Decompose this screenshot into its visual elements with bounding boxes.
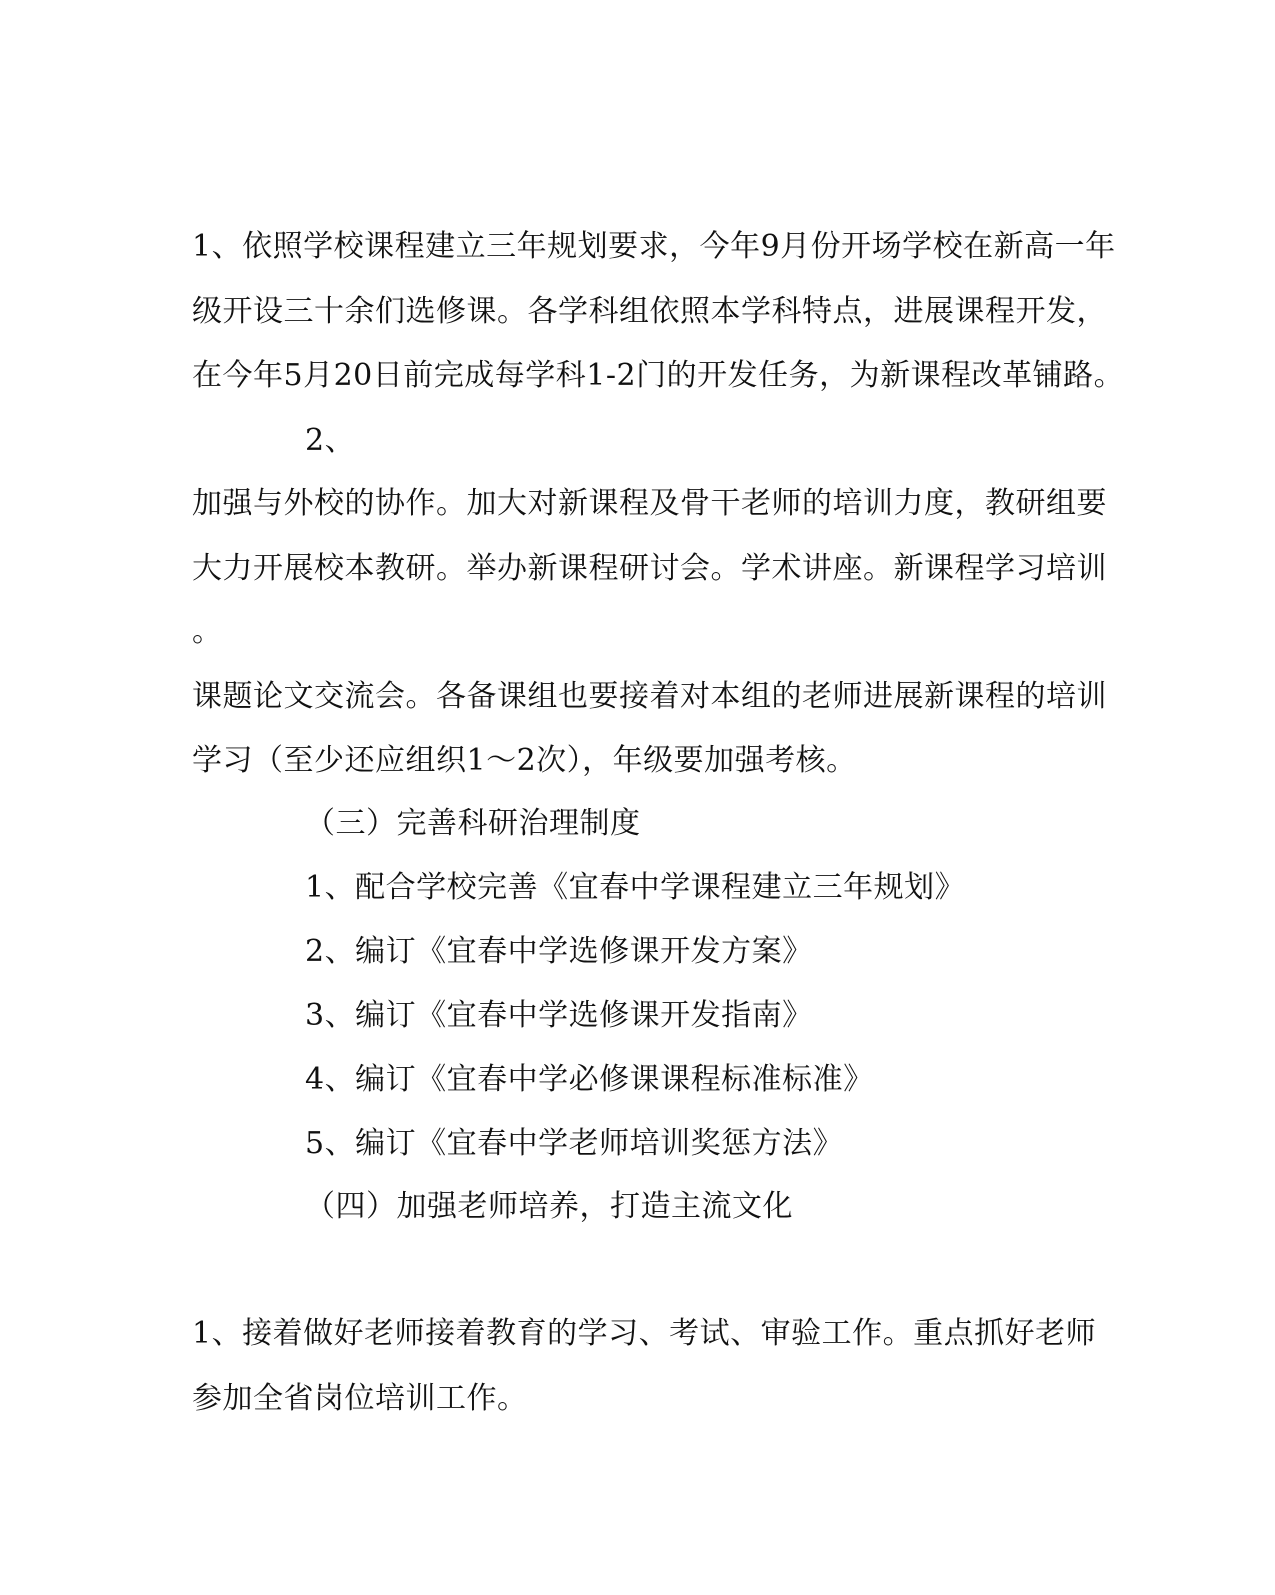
list-item: 5、编订《宜春中学老师培训奖惩方法》: [305, 1126, 844, 1161]
list-number: 2、: [305, 423, 356, 458]
paragraph-line: 大力开展校本教研。举办新课程研讨会。学术讲座。新课程学习培训: [192, 551, 1107, 586]
list-item: 4、编订《宜春中学必修课课程标准标准》: [305, 1062, 874, 1097]
paragraph-line: 。: [192, 614, 223, 649]
paragraph-line: 学习（至少还应组织1～2次），年级要加强考核。: [192, 743, 857, 778]
paragraph-line: 1、依照学校课程建立三年规划要求，今年9月份开场学校在新高一年: [192, 229, 1116, 264]
paragraph-line: 1、接着做好老师接着教育的学习、考试、审验工作。重点抓好老师: [192, 1316, 1097, 1351]
section-heading: （三）完善科研治理制度: [305, 806, 641, 841]
section-heading: （四）加强老师培养，打造主流文化: [305, 1189, 793, 1224]
paragraph-line: 级开设三十余们选修课。各学科组依照本学科特点，进展课程开发，: [192, 294, 1107, 329]
paragraph-line: 课题论文交流会。各备课组也要接着对本组的老师进展新课程的培训: [192, 679, 1107, 714]
list-item: 1、配合学校完善《宜春中学课程建立三年规划》: [305, 870, 966, 905]
paragraph-line: 参加全省岗位培训工作。: [192, 1381, 528, 1416]
list-item: 2、编订《宜春中学选修课开发方案》: [305, 934, 813, 969]
paragraph-line: 在今年5月20日前完成每学科1-2门的开发任务，为新课程改革铺路。: [192, 358, 1125, 393]
paragraph-line: 加强与外校的协作。加大对新课程及骨干老师的培训力度，教研组要: [192, 486, 1107, 521]
list-item: 3、编订《宜春中学选修课开发指南》: [305, 998, 813, 1033]
